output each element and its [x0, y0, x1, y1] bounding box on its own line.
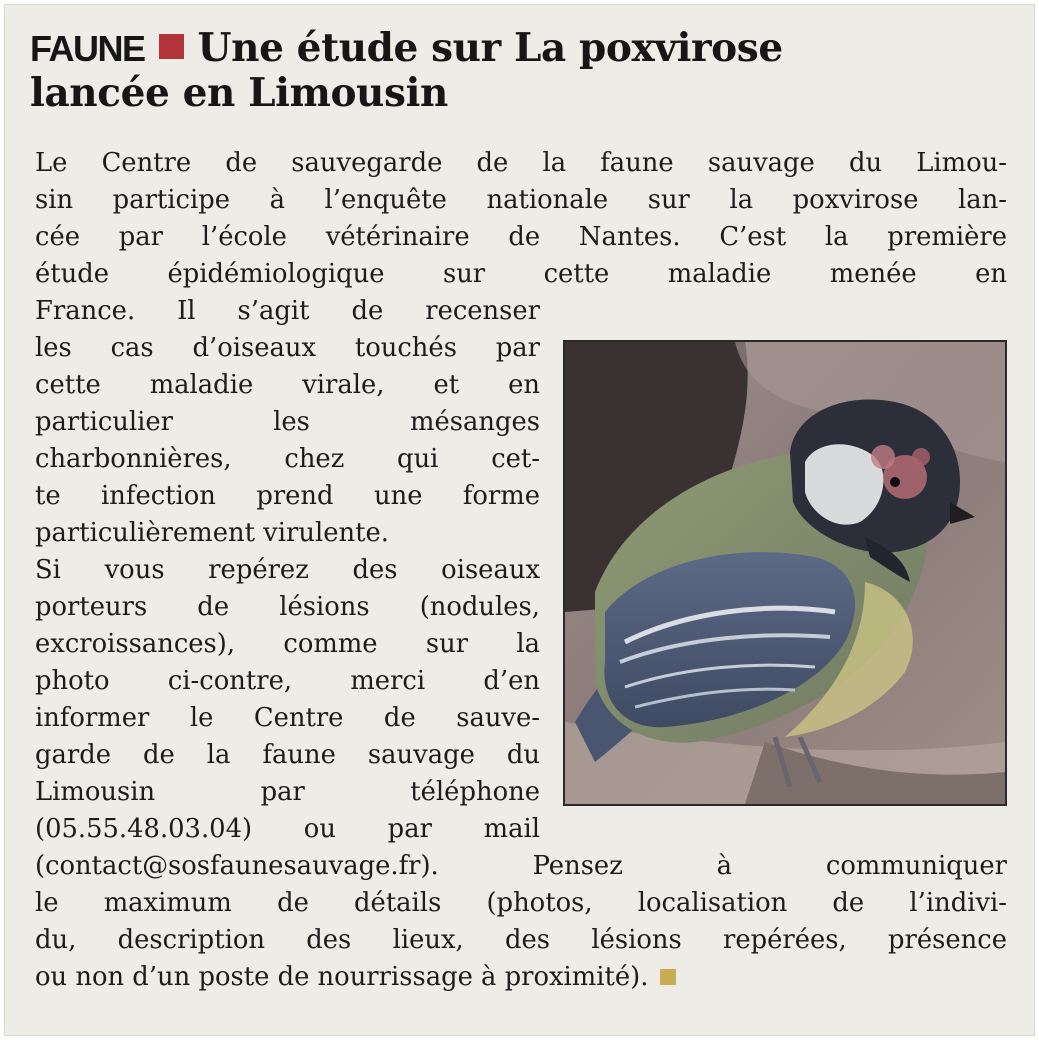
body-line: du, description des lieux, des lésions repérées, présence [35, 925, 1007, 955]
rubric-label: FAUNE [30, 28, 145, 69]
rubric-square-icon [159, 34, 184, 59]
body-line: particulier les mésanges [35, 407, 540, 437]
body-line: (05.55.48.03.04) ou par mail [35, 814, 540, 844]
body-line: garde de la faune sauvage du [35, 740, 540, 770]
body-line: le maximum de détails (photos, localisation de l’indivi- [35, 888, 1007, 918]
end-of-article-mark-icon [660, 969, 676, 985]
bird-photo [563, 340, 1007, 806]
body-line: informer le Centre de sauve- [35, 703, 540, 733]
great-tit-with-poxvirus-lesions-image [565, 342, 1005, 804]
body-line: les cas d’oiseaux touchés par [35, 333, 540, 363]
body-line: sin participe à l’enquête nationale sur la poxvirose lan- [35, 185, 1007, 215]
body-line: photo ci-contre, merci d’en [35, 666, 540, 696]
body-line-last-text: ou non d’un poste de nourrissage à proximité). [35, 962, 649, 992]
body-line: excroissances), comme sur la [35, 629, 540, 659]
body-line: porteurs de lésions (nodules, [35, 592, 540, 622]
body-line: étude épidémiologique sur cette maladie menée en [35, 259, 1007, 289]
body-line: (contact@sosfaunesauvage.fr). Pensez à communiquer [35, 851, 1007, 881]
body-line: Si vous repérez des oiseaux [35, 555, 540, 585]
body-line: Le Centre de sauvegarde de la faune sauvage du Limou- [35, 148, 1007, 178]
body-line: charbonnières, chez qui cet- [35, 444, 540, 474]
headline-line-2: lancée en Limousin [30, 70, 448, 116]
body-line: Limousin par téléphone [35, 777, 540, 807]
headline [30, 26, 1010, 116]
body-line: cée par l’école vétérinaire de Nantes. C’est la première [35, 222, 1007, 252]
newspaper-clipping [4, 4, 1035, 1036]
headline-line-1: Une étude sur La poxvirose [197, 25, 783, 71]
body-line: te infection prend une forme [35, 481, 540, 511]
body-line: France. Il s’agit de recenser [35, 296, 540, 326]
body-line: particulièrement virulente. [35, 518, 389, 548]
body-line: cette maladie virale, et en [35, 370, 540, 400]
body-line-last [35, 959, 676, 996]
